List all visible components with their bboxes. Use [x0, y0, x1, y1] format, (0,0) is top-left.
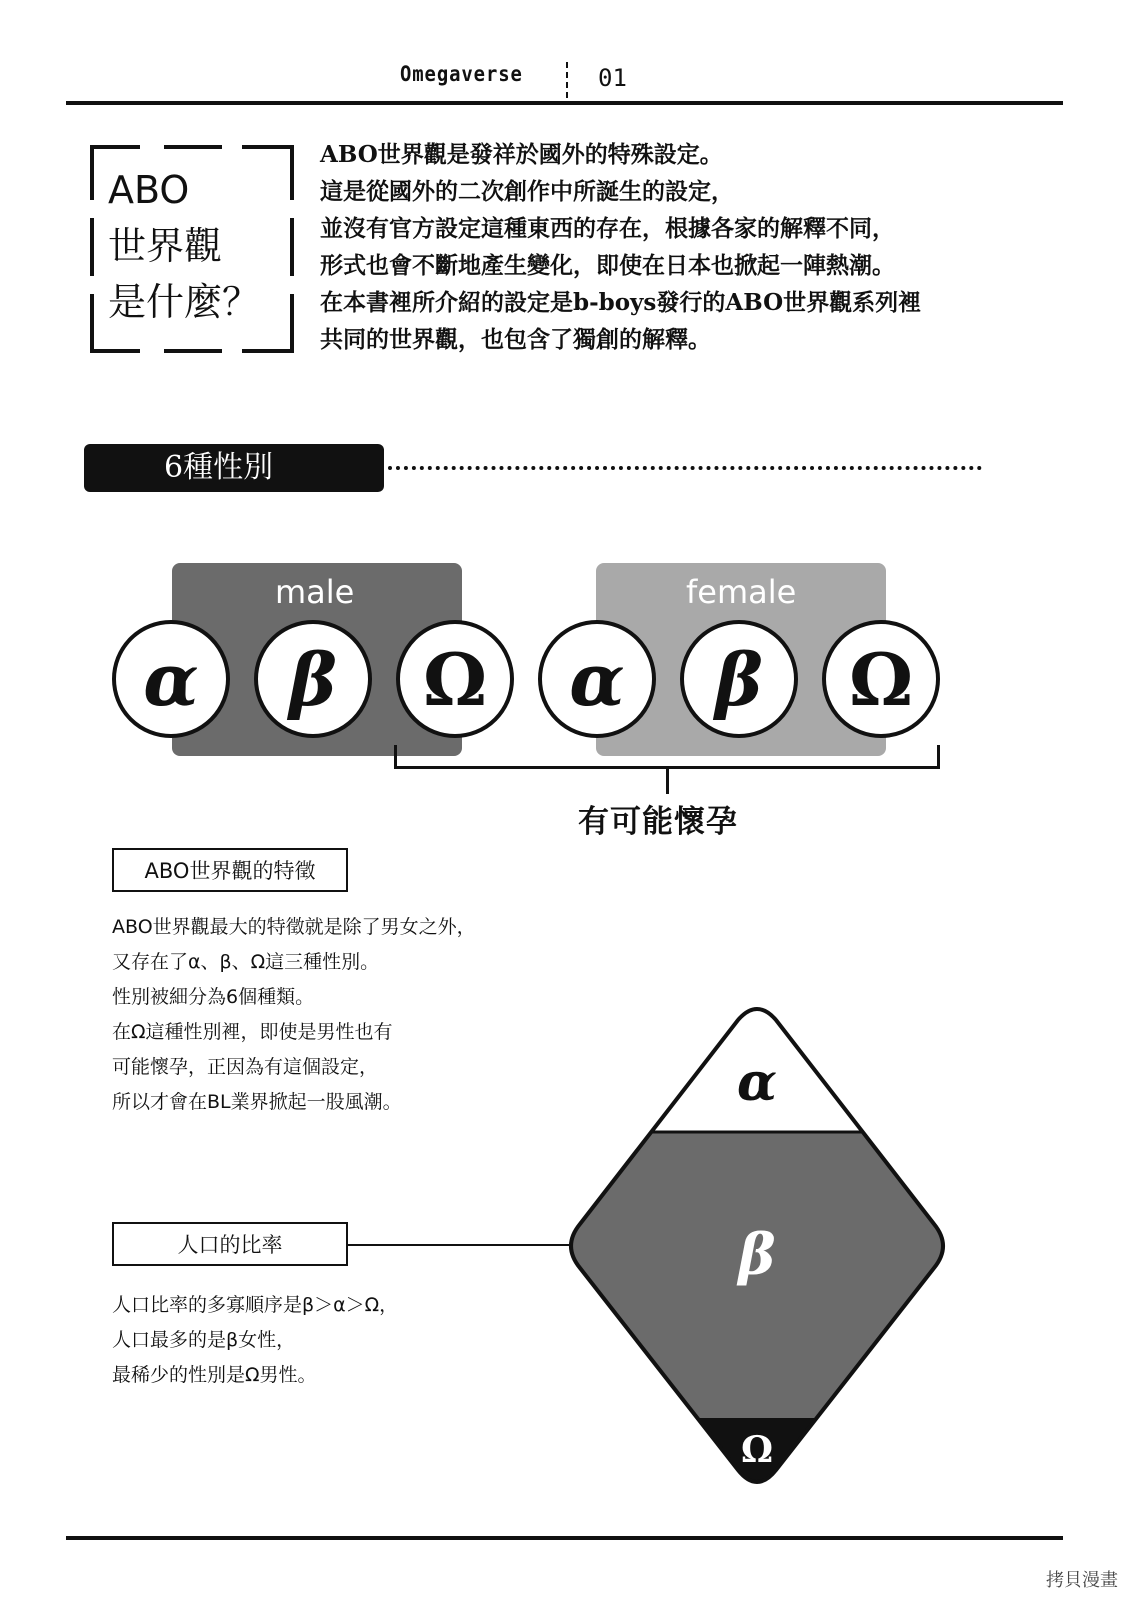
section-dotted-line — [388, 466, 982, 470]
bottom-rule — [66, 1536, 1063, 1540]
intro-line: 在本書裡所介紹的設定是b-boys發行的ABO世界觀系列裡 — [320, 289, 922, 316]
female-beta-circle: β — [680, 620, 798, 738]
pregnancy-label: 有可能懷孕 — [578, 804, 738, 840]
intro-line: 共同的世界觀，也包含了獨創的解釋。 — [320, 326, 711, 353]
omega-symbol: Ω — [740, 1429, 774, 1471]
features-label: ABO世界觀的特徵 — [112, 848, 348, 892]
frame-gap — [140, 344, 164, 356]
features-line: 所以才會在BL業界掀起一股風潮。 — [112, 1091, 402, 1113]
features-line: 可能懷孕，正因為有這個設定， — [112, 1056, 379, 1078]
frame-gap — [286, 276, 298, 294]
header-separator — [566, 62, 568, 98]
male-omega-circle: Ω — [396, 620, 514, 738]
top-rule — [66, 101, 1063, 105]
intro-line: ABO世界觀是發祥於國外的特殊設定。 — [320, 141, 723, 168]
intro-line: 這是從國外的二次創作中所誕生的設定， — [320, 178, 734, 205]
page-number: 01 — [598, 64, 627, 92]
frame-gap — [86, 276, 98, 294]
beta-symbol: β — [738, 1222, 776, 1288]
population-label: 人口的比率 — [112, 1222, 348, 1266]
female-alpha-circle: α — [538, 620, 656, 738]
features-line: 又存在了α、β、Ω這三種性別。 — [112, 951, 380, 973]
frame-gap — [222, 344, 242, 356]
population-diamond — [560, 1000, 960, 1500]
population-connector — [346, 1244, 570, 1246]
male-alpha-circle: α — [112, 620, 230, 738]
frame-gap — [286, 200, 298, 218]
intro-line: 並沒有官方設定這種東西的存在，根據各家的解釋不同， — [320, 215, 895, 242]
population-line: 人口比率的多寡順序是β＞α＞Ω， — [112, 1294, 399, 1316]
population-line: 最稀少的性別是Ω男性。 — [112, 1364, 317, 1386]
watermark: 拷貝漫畫 — [1046, 1570, 1118, 1591]
intro-paragraph — [320, 136, 1040, 358]
frame-gap — [140, 141, 164, 153]
female-omega-circle: Ω — [822, 620, 940, 738]
population-line: 人口最多的是β女性， — [112, 1329, 296, 1351]
features-line: 在Ω這種性別裡，即使是男性也有 — [112, 1021, 393, 1043]
pregnancy-bracket — [394, 745, 940, 769]
features-paragraph — [112, 910, 476, 1120]
male-label: male — [275, 573, 355, 611]
pregnancy-bracket-stem — [666, 768, 669, 794]
intro-line: 形式也會不斷地產生變化，即使在日本也掀起一陣熱潮。 — [320, 252, 895, 279]
title-box-text: ABO 世界觀 是什麼？ — [108, 168, 261, 324]
header-title: Omegaverse — [400, 62, 523, 86]
alpha-symbol: α — [736, 1052, 778, 1113]
frame-gap — [222, 141, 242, 153]
features-line: ABO世界觀最大的特徵就是除了男女之外， — [112, 916, 476, 938]
female-label: female — [686, 573, 797, 611]
population-paragraph — [112, 1288, 398, 1393]
frame-gap — [86, 200, 98, 218]
male-beta-circle: β — [254, 620, 372, 738]
section-title: 6種性別 — [84, 444, 384, 492]
features-line: 性別被細分為6個種類。 — [112, 986, 315, 1008]
